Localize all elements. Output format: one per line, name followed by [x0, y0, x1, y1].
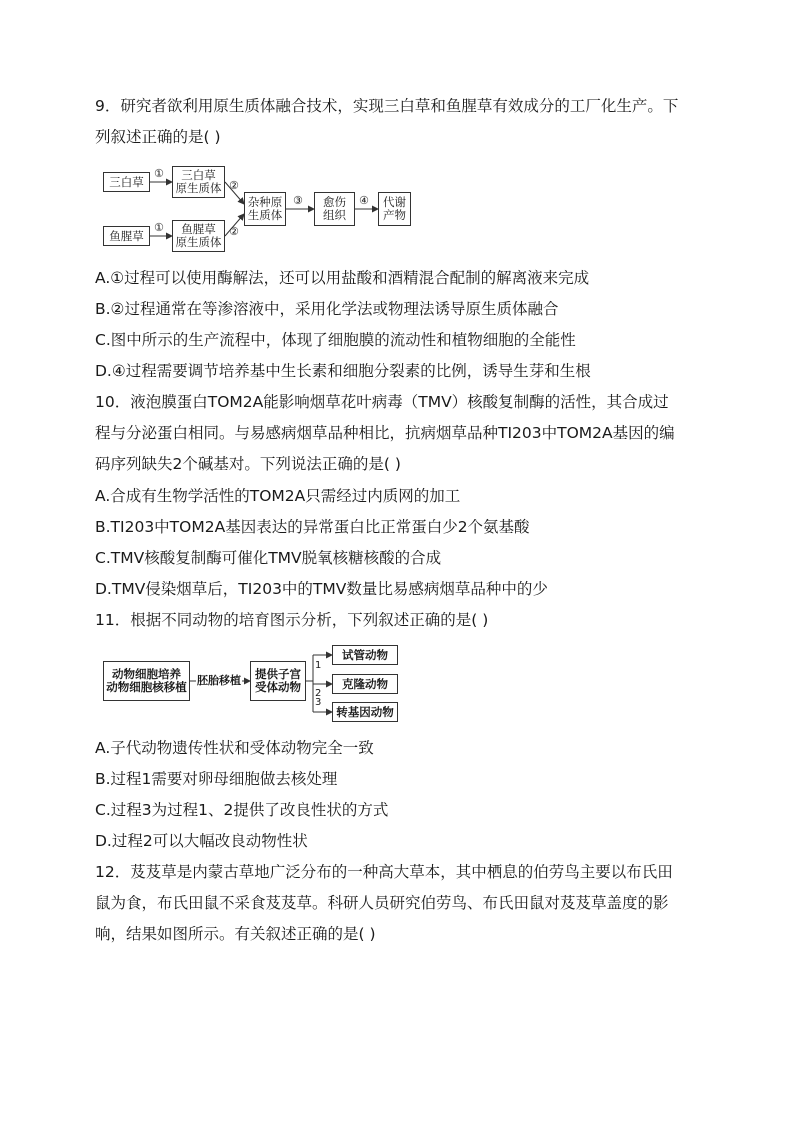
test-tube-animal-box: 试管动物	[332, 645, 398, 665]
step1-label-top: ①	[154, 167, 164, 180]
step4-label: ④	[359, 194, 369, 207]
q10-option-b: B.TI203中TOM2A基因表达的异常蛋白比正常蛋白少2个氨基酸	[95, 518, 530, 536]
recipient-box	[250, 661, 306, 701]
q10-stem-line-3: 码序列缺失2个碱基对。下列说法正确的是( )	[95, 455, 401, 473]
q10-option-d: D.TMV侵染烟草后，TI203中的TMV数量比易感病烟草品种中的少	[95, 580, 548, 598]
step2-label-bottom: ②	[229, 225, 239, 238]
source-line1: 动物细胞培养	[112, 667, 181, 681]
q9-option-d: D.④过程需要调节培养基中生长素和细胞分裂素的比例，诱导生芽和生根	[95, 362, 591, 380]
path-1-label: 1	[315, 660, 322, 671]
transgenic-animal-box: 转基因动物	[332, 702, 398, 722]
q12-stem-line-2: 鼠为食，布氏田鼠不采食芨芨草。科研人员研究伯劳鸟、布氏田鼠对芨芨草盖度的影	[95, 894, 669, 912]
path-2-label: 2	[315, 688, 322, 699]
protoplast1-line2: 原生质体	[175, 181, 222, 195]
hybrid-line1: 杂种原	[247, 195, 283, 209]
q11-option-a: A.子代动物遗传性状和受体动物完全一致	[95, 739, 374, 757]
step2-label-top: ②	[229, 179, 239, 192]
metabolite-line2: 产物	[383, 208, 406, 222]
q12-stem-line-3: 响，结果如图所示。有关叙述正确的是( )	[95, 925, 376, 943]
step1-label-bottom: ①	[154, 221, 164, 234]
source-line2: 动物细胞核移植	[106, 680, 187, 694]
q11-option-c: C.过程3为过程1、2提供了改良性状的方式	[95, 801, 389, 819]
q9-stem-line-2: 列叙述正确的是( )	[95, 128, 221, 146]
hybrid-line2: 生质体	[247, 208, 283, 222]
q9-option-a: A.①过程可以使用酶解法，还可以用盐酸和酒精混合配制的解离液来完成	[95, 269, 590, 287]
q9-stem-line-1: 9．研究者欲利用原生质体融合技术，实现三白草和鱼腥草有效成分的工厂化生产。下	[95, 97, 679, 115]
step3-label: ③	[293, 194, 303, 207]
q10-option-c: C.TMV核酸复制酶可催化TMV脱氧核糖核酸的合成	[95, 549, 442, 567]
q11-option-d: D.过程2可以大幅改良动物性状	[95, 832, 308, 850]
callus-line2: 组织	[323, 208, 346, 222]
source-box	[103, 661, 190, 701]
cloned-animal-box: 克隆动物	[332, 674, 398, 694]
path-3-label: 3	[315, 697, 322, 708]
metabolite-line1: 代谢	[383, 195, 406, 209]
q10-stem-line-2: 程与分泌蛋白相同。与易感病烟草品种相比，抗病烟草品种TI203中TOM2A基因的编	[95, 424, 675, 442]
recipient-line2: 受体动物	[255, 680, 301, 694]
q10-stem-line-1: 10．液泡膜蛋白TOM2A能影响烟草花叶病毒（TMV）核酸复制酶的活性，其合成过	[95, 393, 669, 411]
q11-stem: 11．根据不同动物的培育图示分析，下列叙述正确的是( )	[95, 611, 489, 629]
q10-option-a: A.合成有生物学活性的TOM2A只需经过内质网的加工	[95, 487, 461, 505]
protoplast2-line1: 鱼腥草	[181, 222, 216, 236]
protoplast2-line2: 原生质体	[175, 235, 222, 249]
q12-stem-line-1: 12．芨芨草是内蒙古草地广泛分布的一种高大草本，其中栖息的伯劳鸟主要以布氏田	[95, 863, 673, 881]
plant1-box: 三白草	[103, 172, 150, 192]
recipient-line1: 提供子宫	[255, 667, 301, 681]
callus-line1: 愈伤	[323, 195, 346, 209]
protoplast1-line1: 三白草	[181, 168, 216, 182]
q9-option-b: B.②过程通常在等渗溶液中，采用化学法或物理法诱导原生质体融合	[95, 300, 559, 318]
q11-option-b: B.过程1需要对卵母细胞做去核处理	[95, 770, 338, 788]
embryo-transfer-label: 胚胎移植	[197, 674, 241, 687]
plant2-box: 鱼腥草	[103, 226, 150, 246]
q9-option-c: C.图中所示的生产流程中，体现了细胞膜的流动性和植物细胞的全能性	[95, 331, 576, 349]
